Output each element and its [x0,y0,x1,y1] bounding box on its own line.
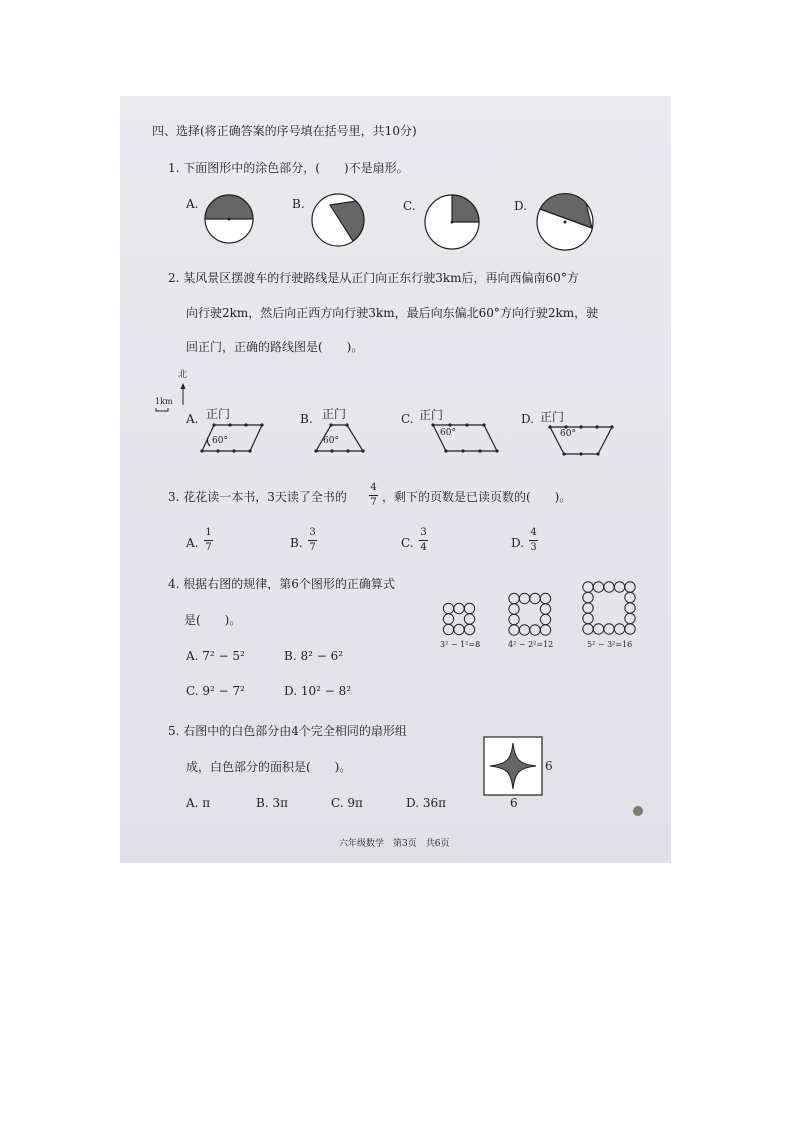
scale-label: 1km [155,397,173,406]
q3-option-b-numerator: 3 [309,527,316,538]
q3-option-b-denominator: 7 [309,542,316,553]
q2-option-c-label: C. [401,412,414,426]
q5-option-a: A. π [186,796,211,810]
q5-bottom-label: 6 [510,796,518,810]
q4-option-d: D. 10² − 8² [284,684,352,698]
q4-caption-2: 4² − 2²=12 [508,640,554,649]
q3-option-c-label: C. [401,536,414,550]
q3-option-a-denominator: 7 [205,542,212,553]
q2-c-angle-label: 60° [440,428,456,438]
q3-option-a-label: A. [186,536,199,550]
q3-stem-start: 3. 花花读一本书，3天读了全书的 [168,490,347,504]
q2-c-gate-label: 正门 [419,408,444,422]
q3-stem-numerator: 4 [370,482,377,493]
q4-option-b: B. 8² − 6² [284,649,344,663]
q3-option-a-numerator: 1 [205,527,212,538]
q3-stem-denominator: 7 [370,497,377,508]
q2-b-gate-label: 正门 [322,407,347,421]
q3-stem-end: ，剩下的页数是已读页数的( )。 [382,490,572,504]
q2-a-gate-label: 正门 [206,407,231,421]
q1-option-b-label: B. [292,197,305,211]
q4-option-c: C. 9² − 7² [186,684,245,698]
q2-option-d-label: D. [521,412,535,426]
q5-option-d: D. 36π [406,796,446,810]
q2-b-angle-label: 60° [323,436,339,446]
q1-option-d-label: D. [514,199,528,213]
paper-stain [633,806,643,816]
q5-line-1: 5. 右图中的白色部分由4个完全相同的扇形组 [168,724,407,738]
q1-option-c-label: C. [403,199,416,213]
q3-option-b-label: B. [290,536,303,550]
q3-option-c-numerator: 3 [420,527,427,538]
q2-option-b-label: B. [300,412,313,426]
q2-line-3: 回正门，正确的路线图是( )。 [186,340,364,354]
q4-line-2: 是( )。 [184,613,242,627]
q4-option-a: A. 7² − 5² [186,649,245,663]
q1-stem: 1. 下面图形中的涂色部分，( )不是扇形。 [168,161,409,175]
q2-d-angle-label: 60° [560,429,576,439]
section-title: 四、选择(将正确答案的序号填在括号里，共10分) [152,124,417,138]
page-footer: 六年级数学 第3页 共6页 [339,839,450,849]
q4-caption-3: 5² − 3²=16 [587,640,633,649]
q5-line-2: 成，白色部分的面积是( )。 [186,760,352,774]
q2-option-a-label: A. [186,412,199,426]
q3-option-d-label: D. [511,536,525,550]
q3-option-c-denominator: 4 [420,542,427,553]
q2-d-gate-label: 正门 [540,410,565,424]
q2-line-2: 向行驶2km，然后向正西方向行驶3km，最后向东偏北60°方向行驶2km，驶 [186,306,599,320]
q3-option-d-numerator: 4 [530,527,537,538]
q3-option-d-denominator: 3 [530,542,537,553]
q2-a-angle-label: 60° [212,436,228,446]
q5-side-label: 6 [545,759,553,773]
q2-line-1: 2. 某风景区摆渡车的行驶路线是从正门向正东行驶3km后，再向西偏南60°方 [168,271,579,285]
q4-caption-1: 3² − 1²=8 [440,640,481,649]
q1-option-a-label: A. [186,197,199,211]
q4-line-1: 4. 根据右图的规律，第6个图形的正确算式 [168,577,395,591]
q5-option-c: C. 9π [331,796,363,810]
north-label: 北 [178,370,188,380]
q5-option-b: B. 3π [256,796,288,810]
